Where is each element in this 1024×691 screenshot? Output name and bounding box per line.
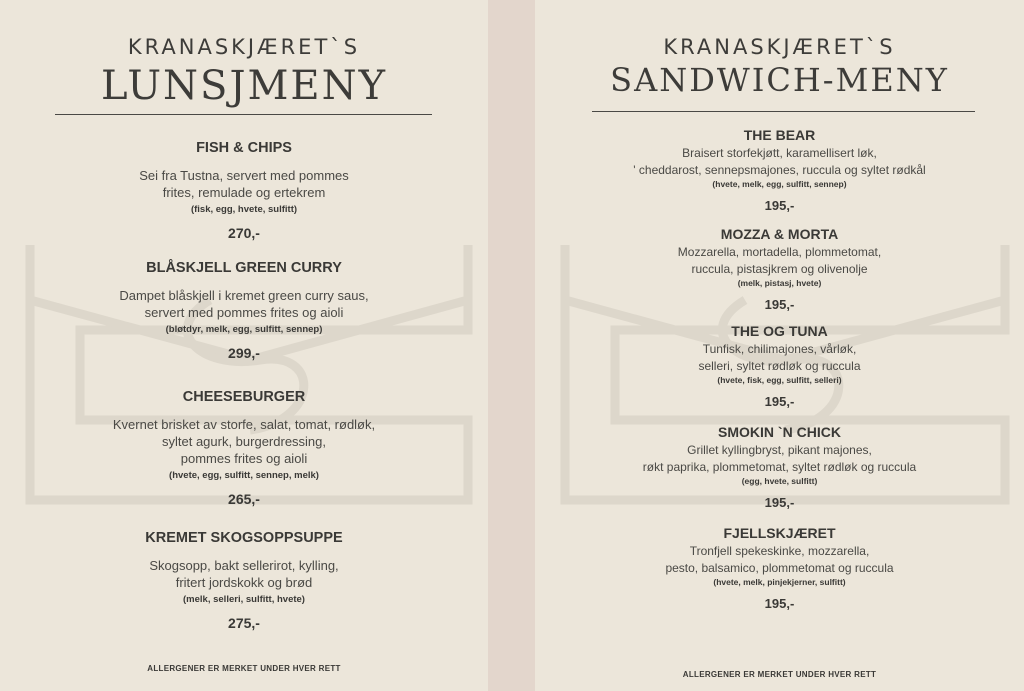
item-description-line: fritert jordskokk og brød — [175, 575, 313, 590]
item-price: 195,- — [764, 495, 795, 510]
item-price: 195,- — [764, 198, 795, 213]
item-price: 195,- — [764, 394, 795, 409]
item-price: 195,- — [764, 297, 795, 312]
item-name: MOZZA & MORTA — [720, 226, 839, 242]
title-divider — [55, 114, 432, 115]
item-description-line: Kvernet brisket av storfe, salat, tomat, rødløk, — [112, 417, 376, 432]
menu-title: LUNSJMENY — [100, 63, 388, 109]
item-allergens: (fisk, egg, hvete, sulfitt) — [190, 204, 298, 215]
item-allergens: (bløtdyr, melk, egg, sulfitt, sennep) — [165, 324, 323, 335]
item-price: 265,- — [228, 491, 260, 507]
item-description-line: Braisert storfekjøtt, karamellisert løk, — [682, 146, 877, 160]
item-description-line: røkt paprika, plommetomat, syltet rødløk og ruccula — [642, 459, 917, 474]
menu-title: SANDWICH-MENY — [610, 61, 949, 99]
item-allergens: (melk, selleri, sulfitt, hvete) — [183, 594, 305, 605]
item-allergens: (egg, hvete, sulfitt) — [741, 476, 818, 486]
allergen-footer-note: ALLERGENER ER MERKET UNDER HVER RETT — [682, 670, 877, 679]
item-description-line: ' cheddarost, sennepsmajones, ruccula og syltet rødkål — [633, 162, 926, 177]
item-name: FJELLSKJÆRET — [723, 525, 836, 541]
menu-item — [0, 389, 488, 507]
item-allergens: (hvete, fisk, egg, sulfitt, selleri) — [717, 375, 842, 385]
brand-name: KRANASKJÆRET`S — [663, 35, 896, 59]
item-description-line: Tunfisk, chilimajones, vårløk, — [702, 342, 857, 356]
item-description-line: syltet agurk, burgerdressing, — [161, 434, 327, 449]
item-description-line: Skogsopp, bakt sellerirot, kylling, — [149, 558, 339, 573]
item-description-line: ruccula, pistasjkrem og olivenolje — [691, 261, 868, 276]
item-name: CHEESEBURGER — [182, 389, 306, 405]
item-name: FISH & CHIPS — [196, 140, 292, 156]
item-description-line: Mozzarella, mortadella, plommetomat, — [677, 245, 882, 259]
sandwich-menu-page — [535, 0, 1024, 691]
menu-item — [0, 260, 488, 361]
item-price: 195,- — [764, 596, 795, 611]
lunch-menu-header — [0, 35, 488, 109]
item-price: 275,- — [228, 615, 260, 631]
menu-item — [0, 530, 488, 631]
item-name: THE OG TUNA — [731, 323, 828, 339]
item-description-line: Sei fra Tustna, servert med pommes — [139, 168, 349, 183]
title-divider — [592, 111, 975, 112]
item-description-line: servert med pommes frites og aioli — [144, 305, 344, 320]
item-price: 299,- — [228, 345, 260, 361]
lunch-menu-page — [0, 0, 488, 691]
menu-item — [535, 525, 1024, 611]
item-description-line: pommes frites og aioli — [180, 451, 308, 466]
menu-item — [535, 127, 1024, 213]
allergen-footer-note: ALLERGENER ER MERKET UNDER HVER RETT — [147, 664, 341, 673]
item-description-line: selleri, syltet rødløk og ruccula — [698, 358, 861, 373]
item-price: 270,- — [228, 225, 260, 241]
menu-item — [535, 226, 1024, 312]
item-description-line: Dampet blåskjell i kremet green curry saus, — [119, 288, 369, 303]
item-allergens: (hvete, egg, sulfitt, sennep, melk) — [169, 470, 319, 481]
item-name: KREMET SKOGSOPPSUPPE — [145, 530, 343, 546]
item-description-line: Grillet kyllingbryst, pikant majones, — [687, 443, 872, 457]
item-name: BLÅSKJELL GREEN CURRY — [146, 260, 342, 276]
item-description-line: frites, remulade og ertekrem — [162, 185, 326, 200]
item-description-line: Tronfjell spekeskinke, mozzarella, — [689, 544, 870, 558]
item-allergens: (hvete, melk, pinjekjerner, sulfitt) — [713, 577, 846, 587]
menu-item — [535, 323, 1024, 409]
item-name: THE BEAR — [743, 127, 816, 143]
item-description-line: pesto, balsamico, plommetomat og ruccula — [665, 560, 894, 575]
item-name: SMOKIN `N CHICK — [718, 424, 841, 440]
item-allergens: (hvete, melk, egg, sulfitt, sennep) — [712, 179, 847, 189]
brand-name: KRANASKJÆRET`S — [127, 35, 361, 59]
sandwich-menu-header — [535, 35, 1024, 99]
item-allergens: (melk, pistasj, hvete) — [737, 278, 822, 288]
menu-item — [535, 424, 1024, 510]
menu-item — [0, 140, 488, 241]
